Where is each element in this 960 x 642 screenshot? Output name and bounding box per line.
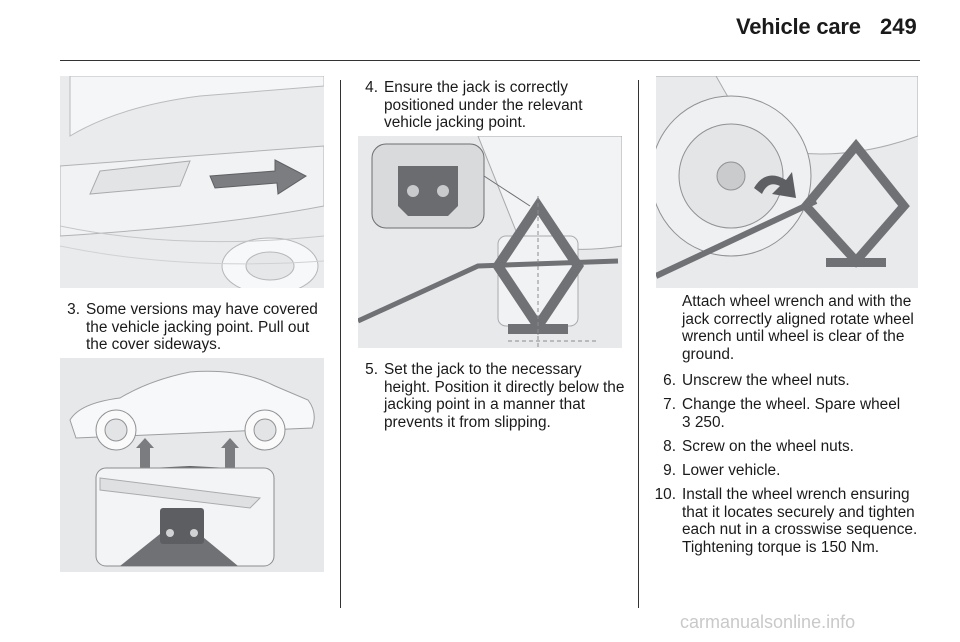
- underbody-cover-illustration: [60, 76, 324, 288]
- wheel-wrench-jack-drawing: [656, 76, 918, 288]
- step-6: [663, 372, 922, 390]
- step-text: Ensure the jack is correctly positioned under the relevant vehicle jacking point.: [384, 79, 583, 132]
- step-number: 3.: [67, 301, 80, 318]
- step-number: 9.: [663, 462, 676, 479]
- wheel-wrench-jack-illustration: [656, 76, 918, 288]
- wrench-instruction: [682, 293, 922, 363]
- jack-position-illustration: [358, 136, 622, 348]
- page-reference[interactable]: [682, 414, 725, 431]
- page-ref-number: 250.: [694, 413, 725, 431]
- step-text: Change the wheel. Spare wheel: [682, 396, 901, 413]
- underbody-cover-drawing: [60, 76, 324, 288]
- step-8: [663, 438, 922, 456]
- column-divider-1: [340, 80, 341, 608]
- section-title: Vehicle care: [736, 14, 861, 39]
- car-jacking-points-illustration: [60, 358, 324, 572]
- step-text: Screw on the wheel nuts.: [682, 438, 854, 455]
- step-number: 5.: [365, 361, 378, 378]
- step-number: 8.: [663, 438, 676, 455]
- step-5: [365, 361, 628, 431]
- step-10: [654, 486, 922, 556]
- step-number: 4.: [365, 79, 378, 96]
- step-text: Install the wheel wrench ensuring that it locates securely and tighten each nut in a crosswise sequence. Tightening torque is 150 Nm.: [682, 486, 918, 556]
- watermark: carmanualsonline.info: [680, 612, 856, 632]
- step-text: Attach wheel wrench and with the jack correctly aligned rotate wheel wrench until wheel is clear of the ground.: [682, 293, 914, 363]
- jack-position-drawing: [358, 136, 622, 348]
- step-9: [663, 462, 922, 480]
- page-number: 249: [880, 14, 917, 39]
- step-number: 10.: [654, 486, 676, 503]
- header-divider: [60, 60, 920, 61]
- car-jacking-points-drawing: [60, 358, 324, 572]
- step-number: 7.: [663, 396, 676, 413]
- step-text: Unscrew the wheel nuts.: [682, 372, 850, 389]
- step-text: Set the jack to the necessary height. Position it directly below the jacking point in a manner that prevents it from slipping.: [384, 361, 625, 431]
- step-3: [67, 301, 326, 354]
- step-text: Some versions may have covered the vehicle jacking point. Pull out the cover sideways.: [86, 301, 318, 354]
- step-number: 6.: [663, 372, 676, 389]
- step-text: Lower vehicle.: [682, 462, 781, 479]
- column-divider-2: [638, 80, 639, 608]
- step-7: [663, 396, 922, 431]
- step-4: [365, 79, 624, 132]
- page-ref-icon: 3: [682, 413, 691, 431]
